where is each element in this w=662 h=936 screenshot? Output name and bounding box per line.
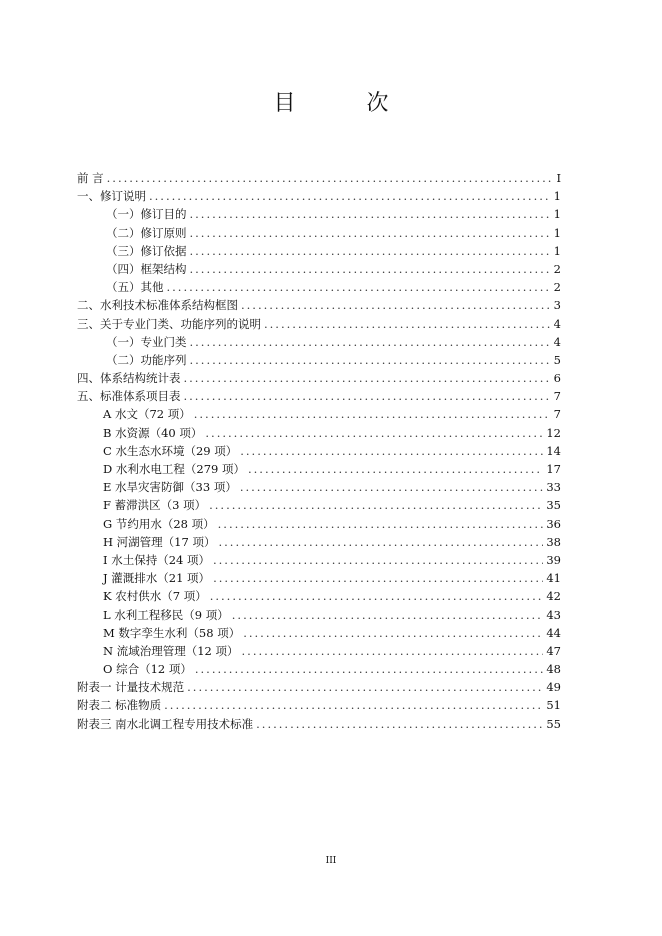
toc-entry-page: 5 <box>553 352 561 367</box>
toc-entry-label: 二、水利技术标准体系结构框图 <box>77 298 238 313</box>
toc-entry-label: 三、关于专业门类、功能序列的说明 <box>77 316 261 331</box>
toc-leader-dots <box>242 644 544 658</box>
toc-entry[interactable] <box>77 643 561 661</box>
toc-entry-page: 49 <box>546 680 561 695</box>
toc-entry-label: （五）其他 <box>106 280 164 295</box>
toc-entry[interactable] <box>77 261 561 279</box>
toc-entry-page: 6 <box>553 371 561 386</box>
toc-entry-page: 12 <box>546 425 561 440</box>
toc-entry-label: 附表二 标准物质 <box>77 698 162 713</box>
toc-entry-page: 55 <box>546 716 561 731</box>
toc-entry-label: （一）专业门类 <box>106 334 187 349</box>
toc-entry-label: A 水文（72 项） <box>103 407 191 422</box>
toc-leader-dots <box>190 244 551 258</box>
toc-leader-dots <box>190 226 551 240</box>
toc-entry[interactable] <box>77 443 561 461</box>
page-title: 目 次 <box>273 91 421 116</box>
toc-entry-page: 51 <box>546 698 561 713</box>
toc-leader-dots <box>248 462 543 476</box>
toc-entry[interactable] <box>77 716 561 734</box>
toc-entry[interactable] <box>77 497 561 515</box>
toc-entry-page: 1 <box>553 225 561 240</box>
toc-entry[interactable] <box>77 625 561 643</box>
toc-entry-page: 2 <box>553 261 561 276</box>
toc-entry[interactable] <box>77 697 561 715</box>
toc-leader-dots <box>184 371 551 385</box>
toc-entry-label: I 水土保持（24 项） <box>103 552 210 567</box>
toc-entry[interactable] <box>77 479 561 497</box>
toc-leader-dots <box>218 535 543 549</box>
toc-leader-dots <box>213 571 543 585</box>
toc-entry[interactable] <box>77 206 561 224</box>
toc-leader-dots <box>240 444 543 458</box>
toc-entry[interactable] <box>77 388 561 406</box>
toc-leader-dots <box>209 498 543 512</box>
toc-entry-page: I <box>556 171 561 185</box>
toc-entry-label: 五、标准体系项目表 <box>77 389 181 404</box>
toc-entry[interactable] <box>77 279 561 297</box>
toc-entry-page: 43 <box>546 607 561 622</box>
toc-leader-dots <box>190 353 551 367</box>
toc-leader-dots <box>264 317 551 331</box>
toc-leader-dots <box>210 589 544 603</box>
toc-entry-label: L 水利工程移民（9 项） <box>103 607 229 622</box>
toc-entry-page: 17 <box>546 462 561 476</box>
toc-entry-page: 4 <box>553 316 561 331</box>
toc-leader-dots <box>256 717 543 731</box>
toc-entry-page: 39 <box>546 552 561 567</box>
toc-leader-dots <box>195 662 543 676</box>
toc-leader-dots <box>213 553 543 567</box>
toc-entry-label: （二）修订原则 <box>106 225 187 240</box>
toc-entry-page: 41 <box>546 571 561 586</box>
toc-entry-page: 36 <box>546 516 561 531</box>
toc-entry[interactable] <box>77 588 561 606</box>
toc-entry-page: 7 <box>553 407 561 422</box>
toc-entry[interactable] <box>77 170 561 188</box>
toc-entry-page: 1 <box>553 189 561 204</box>
toc-leader-dots <box>167 280 551 294</box>
toc-entry-label: B 水资源（40 项） <box>103 425 203 440</box>
toc-entry-page: 3 <box>553 298 561 313</box>
toc-entry-label: C 水生态水环境（29 项） <box>103 443 238 458</box>
toc-entry-label: N 流域治理管理（12 项） <box>103 643 239 658</box>
toc-entry-label: 前 言 <box>77 171 104 185</box>
toc-leader-dots <box>190 262 551 276</box>
toc-leader-dots <box>218 517 544 531</box>
toc-leader-dots <box>240 480 544 494</box>
toc-leader-dots <box>187 680 543 694</box>
toc-entry-label: （四）框架结构 <box>106 261 187 276</box>
toc-entry[interactable] <box>77 334 561 352</box>
toc-entry-label: 附表三 南水北调工程专用技术标准 <box>77 716 254 731</box>
toc-entry[interactable] <box>77 370 561 388</box>
toc-entry-label: 一、修订说明 <box>77 189 146 204</box>
toc-entry[interactable] <box>77 516 561 534</box>
toc-entry[interactable] <box>77 188 561 206</box>
toc-leader-dots <box>232 608 544 622</box>
toc-entry[interactable] <box>77 534 561 552</box>
toc-entry-page: 1 <box>553 243 561 258</box>
toc-entry-label: K 农村供水（7 项） <box>103 589 207 604</box>
toc-entry-page: 7 <box>553 389 561 404</box>
toc-leader-dots <box>243 626 543 640</box>
toc-entry[interactable] <box>77 661 561 679</box>
toc-entry[interactable] <box>77 352 561 370</box>
toc-entry[interactable] <box>77 607 561 625</box>
toc-entry-page: 4 <box>553 334 561 349</box>
toc-entry[interactable] <box>77 406 561 424</box>
toc-entry-label: （三）修订依据 <box>106 243 187 258</box>
toc-leader-dots <box>194 407 551 421</box>
toc-leader-dots <box>164 698 543 712</box>
toc-entry-label: F 蓄滞洪区（3 项） <box>103 498 207 513</box>
table-of-contents <box>77 170 561 734</box>
toc-entry-page: 33 <box>546 480 561 495</box>
toc-entry-label: G 节约用水（28 项） <box>103 516 215 531</box>
toc-entry-label: E 水旱灾害防御（33 项） <box>103 480 237 495</box>
toc-entry-page: 2 <box>553 280 561 295</box>
toc-entry-label: D 水利水电工程（279 项） <box>103 462 245 476</box>
toc-entry-page: 48 <box>546 662 561 677</box>
toc-leader-dots <box>184 389 551 403</box>
toc-entry-label: （一）修订目的 <box>106 207 187 222</box>
toc-entry[interactable] <box>77 679 561 697</box>
toc-leader-dots <box>241 298 551 312</box>
toc-leader-dots <box>107 171 554 185</box>
toc-entry-page: 44 <box>546 625 561 640</box>
toc-entry-page: 1 <box>553 207 561 222</box>
toc-entry[interactable] <box>77 225 561 243</box>
toc-entry[interactable] <box>77 316 561 334</box>
toc-entry-page: 35 <box>546 498 561 513</box>
toc-entry-label: （二）功能序列 <box>106 352 187 367</box>
toc-entry[interactable] <box>77 297 561 315</box>
toc-entry-label: 四、体系结构统计表 <box>77 371 181 386</box>
toc-leader-dots <box>205 426 543 440</box>
toc-entry[interactable] <box>77 570 561 588</box>
toc-leader-dots <box>149 189 551 203</box>
toc-entry[interactable] <box>77 243 561 261</box>
toc-leader-dots <box>190 207 551 221</box>
toc-entry-label: H 河湖管理（17 项） <box>103 534 216 549</box>
toc-entry-label: M 数字孪生水利（58 项） <box>103 625 241 640</box>
toc-entry-page: 14 <box>546 443 561 458</box>
toc-leader-dots <box>190 335 551 349</box>
toc-entry[interactable] <box>77 425 561 443</box>
toc-entry-page: 38 <box>546 534 561 549</box>
toc-entry-page: 47 <box>546 643 561 658</box>
toc-entry-label: 附表一 计量技术规范 <box>77 680 185 695</box>
toc-entry-label: J 灌溉排水（21 项） <box>103 571 211 586</box>
toc-entry-page: 42 <box>546 589 561 604</box>
toc-entry-label: O 综合（12 项） <box>103 662 192 677</box>
toc-entry[interactable] <box>77 552 561 570</box>
page-number: III <box>325 856 337 866</box>
toc-entry[interactable] <box>77 461 561 479</box>
